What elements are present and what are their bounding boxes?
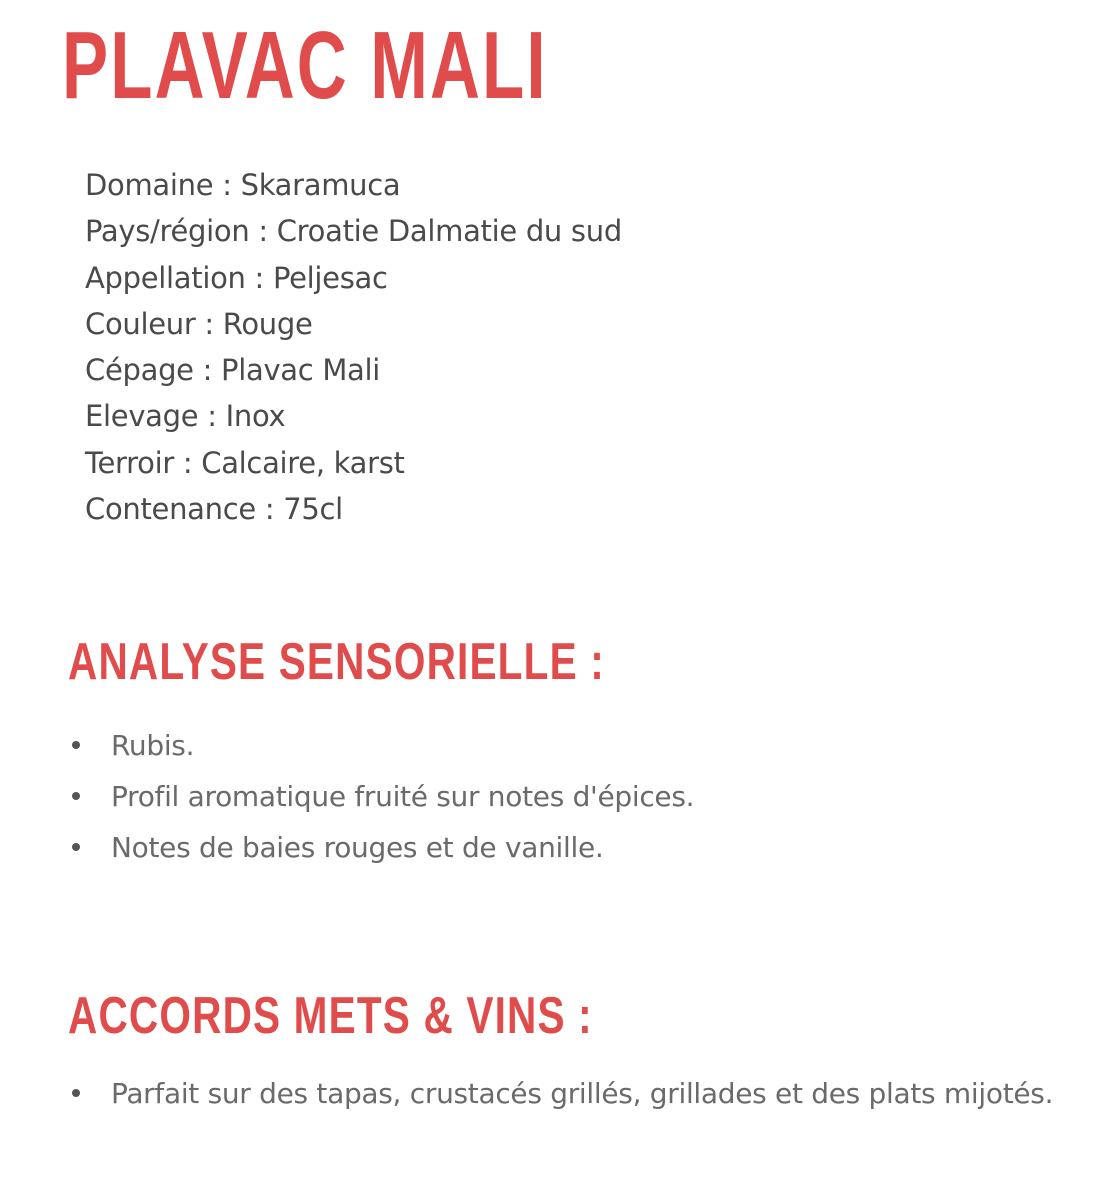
analyse-sensorielle-heading: ANALYSE SENSORIELLE : (68, 633, 605, 691)
spec-contenance: Contenance : 75cl (85, 492, 343, 527)
bullet-icon (72, 792, 80, 800)
bullet-icon (72, 1089, 80, 1097)
list-item (70, 771, 970, 822)
accords-mets-vins-heading: ACCORDS METS & VINS : (68, 987, 593, 1045)
bullet-icon (72, 741, 80, 749)
spec-appellation: Appellation : Peljesac (85, 260, 388, 295)
list-item (70, 822, 970, 873)
list-item-text: Profil aromatique fruité sur notes d'épices. (111, 780, 695, 813)
page-title: PLAVAC MALI (62, 12, 548, 119)
spec-terroir: Terroir : Calcaire, karst (85, 445, 405, 480)
spec-pays-region: Pays/région : Croatie Dalmatie du sud (85, 214, 622, 249)
accords-mets-vins-list (70, 1068, 1060, 1119)
list-item (70, 1068, 1060, 1119)
wine-specs-list (85, 162, 622, 532)
spec-couleur: Couleur : Rouge (85, 306, 313, 341)
list-item-text: Rubis. (111, 729, 195, 762)
list-item-text: Parfait sur des tapas, crustacés grillés, grillades et des plats mijotés. (111, 1077, 1054, 1110)
spec-cepage: Cépage : Plavac Mali (85, 353, 381, 388)
bullet-icon (72, 843, 80, 851)
list-item-text: Notes de baies rouges et de vanille. (111, 831, 604, 864)
analyse-sensorielle-list (70, 720, 970, 873)
spec-elevage: Elevage : Inox (85, 399, 286, 434)
spec-domaine: Domaine : Skaramuca (85, 168, 401, 202)
list-item (70, 720, 970, 771)
